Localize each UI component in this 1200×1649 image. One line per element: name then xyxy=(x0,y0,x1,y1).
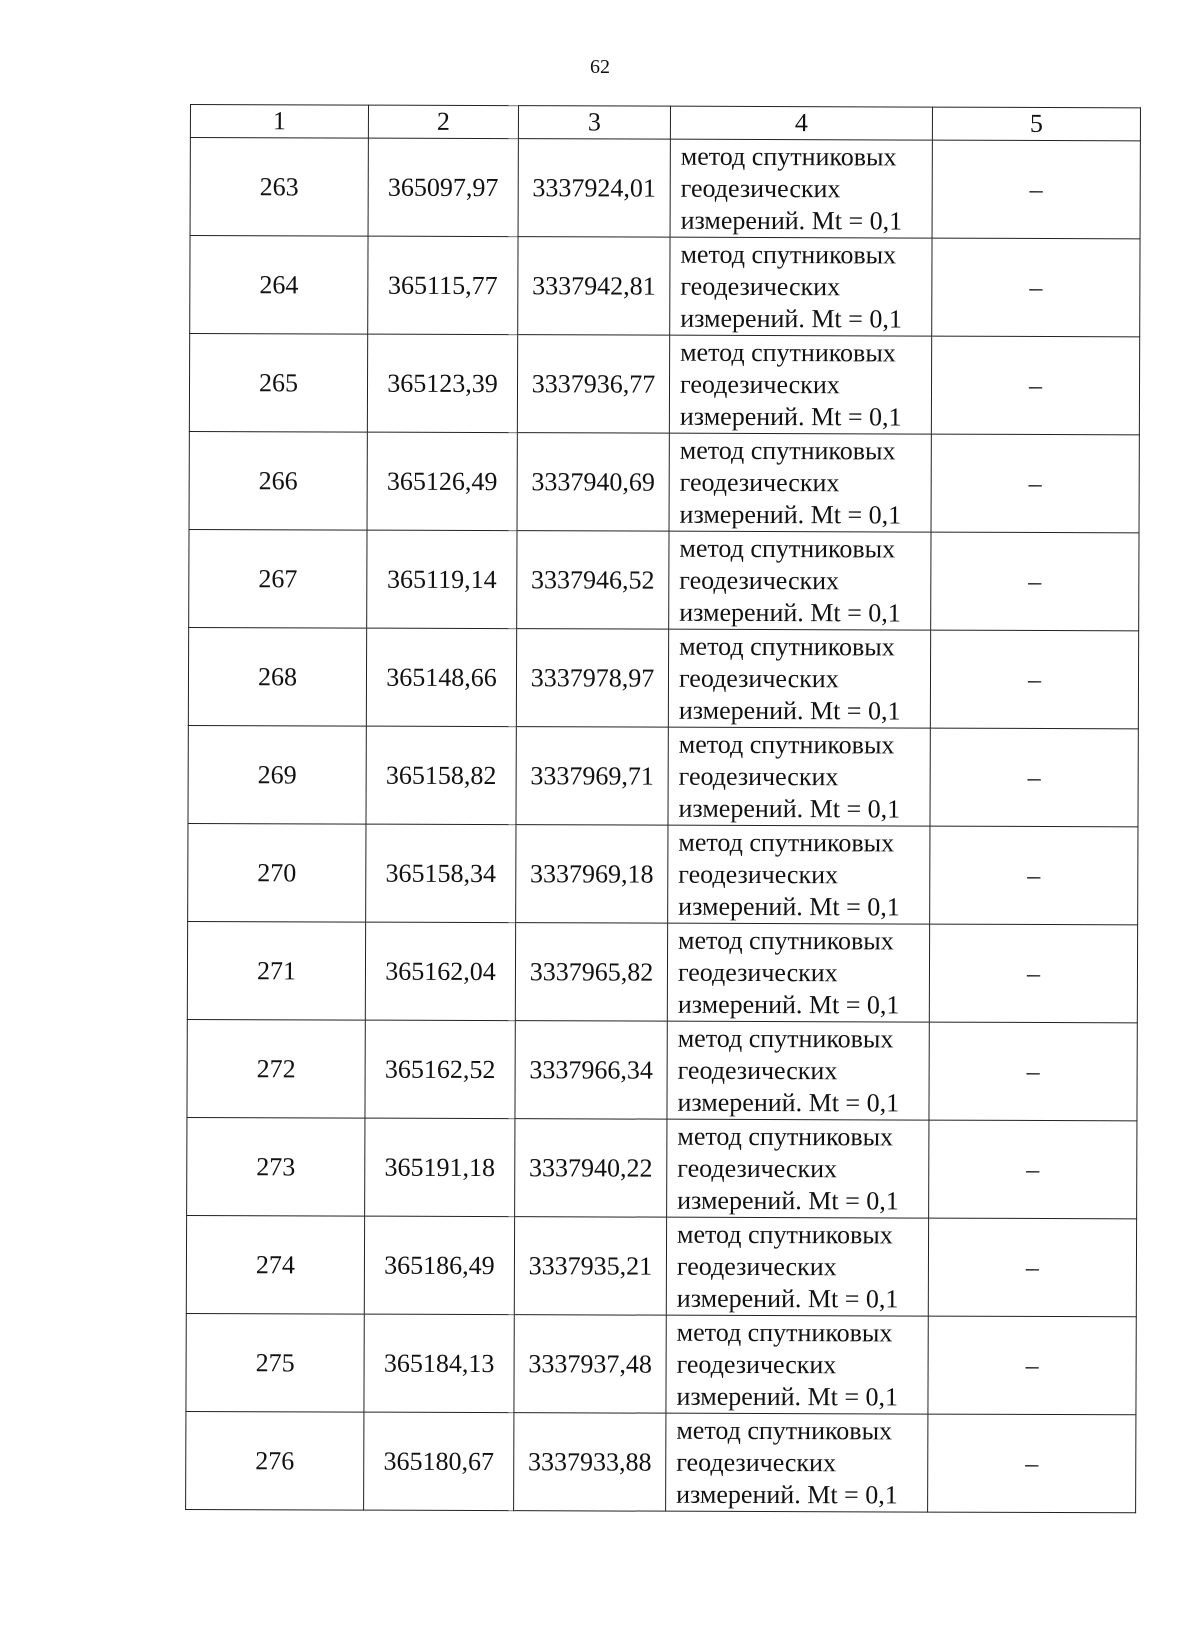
y-coordinate-cell: 3337946,52 xyxy=(517,531,669,630)
header-col-5: 5 xyxy=(932,107,1140,141)
y-coordinate-cell: 3337978,97 xyxy=(516,629,668,728)
method-cell xyxy=(669,433,931,532)
method-line: измерений. Mt = 0,1 xyxy=(678,891,900,921)
y-coordinate-cell: 3337936,77 xyxy=(517,335,669,434)
point-number-cell: 268 xyxy=(188,627,366,726)
table-row xyxy=(190,236,1140,337)
method-line: измерений. Mt = 0,1 xyxy=(678,695,901,725)
method-line: метод спутниковых xyxy=(680,141,897,171)
point-number-cell: 274 xyxy=(186,1215,364,1314)
method-line: геодезических xyxy=(678,761,839,791)
method-cell xyxy=(666,1217,928,1316)
method-line: геодезических xyxy=(677,1055,838,1085)
x-coordinate-cell: 365184,13 xyxy=(364,1314,514,1413)
x-coordinate-cell: 365126,49 xyxy=(367,432,517,531)
x-coordinate-cell: 365191,18 xyxy=(365,1118,515,1217)
method-cell xyxy=(670,237,932,336)
method-line: геодезических xyxy=(679,565,840,595)
x-coordinate-cell: 365162,04 xyxy=(365,922,515,1021)
method-line: метод спутниковых xyxy=(679,631,895,661)
x-coordinate-cell: 365180,67 xyxy=(364,1412,514,1511)
method-line: геодезических xyxy=(679,369,840,399)
method-line: метод спутниковых xyxy=(678,827,895,857)
point-number-cell: 265 xyxy=(189,334,367,433)
col5-cell: – xyxy=(930,826,1138,925)
point-number-cell: 272 xyxy=(187,1019,365,1118)
method-line: геодезических xyxy=(676,1251,837,1281)
y-coordinate-cell: 3337942,81 xyxy=(518,237,670,336)
table-row xyxy=(189,334,1139,435)
method-line: измерений. Mt = 0,1 xyxy=(677,1185,899,1215)
method-line: метод спутниковых xyxy=(678,729,895,759)
x-coordinate-cell: 365148,66 xyxy=(366,628,516,727)
table-row xyxy=(190,138,1140,239)
table-body xyxy=(186,138,1141,1513)
table-row xyxy=(189,529,1139,630)
col5-cell: – xyxy=(931,434,1139,533)
x-coordinate-cell: 365123,39 xyxy=(367,334,517,433)
method-line: геодезических xyxy=(678,859,839,889)
method-line: измерений. Mt = 0,1 xyxy=(679,597,901,627)
point-number-cell: 275 xyxy=(186,1313,364,1412)
method-line: геодезических xyxy=(677,957,838,987)
method-line: геодезических xyxy=(679,467,840,497)
col5-cell: – xyxy=(929,924,1137,1023)
table-row xyxy=(188,725,1138,826)
col5-cell: – xyxy=(931,532,1139,631)
method-cell xyxy=(666,1413,928,1512)
col5-cell: – xyxy=(931,336,1139,435)
y-coordinate-cell: 3337933,88 xyxy=(514,1413,666,1512)
x-coordinate-cell: 365158,82 xyxy=(366,726,516,825)
method-line: метод спутниковых xyxy=(677,1121,894,1151)
method-line: геодезических xyxy=(680,271,841,301)
point-number-cell: 273 xyxy=(187,1117,365,1216)
method-line: измерений. Mt = 0,1 xyxy=(678,793,901,823)
table-header xyxy=(190,105,1140,141)
method-cell xyxy=(669,335,931,434)
y-coordinate-cell: 3337969,71 xyxy=(516,727,668,826)
method-cell xyxy=(668,825,930,924)
method-line: метод спутниковых xyxy=(680,239,897,269)
method-cell xyxy=(668,727,930,826)
method-line: измерений. Mt = 0,1 xyxy=(679,401,902,431)
point-number-cell: 264 xyxy=(190,236,368,335)
x-coordinate-cell: 365158,34 xyxy=(366,824,516,923)
point-number-cell: 271 xyxy=(187,921,365,1020)
method-cell xyxy=(667,1021,929,1120)
col5-cell: – xyxy=(928,1218,1136,1317)
x-coordinate-cell: 365162,52 xyxy=(365,1020,515,1119)
x-coordinate-cell: 365186,49 xyxy=(364,1216,514,1315)
point-number-cell: 267 xyxy=(189,529,367,628)
table-row xyxy=(186,1411,1136,1512)
method-line: геодезических xyxy=(676,1349,837,1379)
header-col-1: 1 xyxy=(190,105,368,139)
method-line: геодезических xyxy=(677,1153,838,1183)
y-coordinate-cell: 3337965,82 xyxy=(515,923,667,1022)
table-row xyxy=(187,1117,1137,1218)
method-line: геодезических xyxy=(676,1447,837,1477)
y-coordinate-cell: 3337940,22 xyxy=(515,1119,667,1218)
col5-cell: – xyxy=(928,1316,1136,1415)
method-line: измерений. Mt = 0,1 xyxy=(677,989,900,1019)
method-cell xyxy=(666,1315,928,1414)
method-line: измерений. Mt = 0,1 xyxy=(680,303,902,333)
page-number: 62 xyxy=(590,56,610,78)
method-line: метод спутниковых xyxy=(679,533,896,563)
method-line: измерений. Mt = 0,1 xyxy=(680,205,903,235)
header-row xyxy=(190,105,1140,141)
col5-cell: – xyxy=(930,728,1138,827)
col5-cell: – xyxy=(928,1414,1136,1513)
header-col-4: 4 xyxy=(670,106,932,140)
point-number-cell: 269 xyxy=(188,725,366,824)
y-coordinate-cell: 3337966,34 xyxy=(515,1021,667,1120)
table-row xyxy=(188,627,1138,728)
col5-cell: – xyxy=(930,630,1138,729)
table-row xyxy=(187,921,1137,1022)
method-line: измерений. Mt = 0,1 xyxy=(676,1283,899,1313)
x-coordinate-cell: 365097,97 xyxy=(368,138,518,237)
method-cell xyxy=(667,1119,929,1218)
method-line: измерений. Mt = 0,1 xyxy=(679,499,902,529)
method-line: метод спутниковых xyxy=(677,1023,894,1053)
table-row xyxy=(186,1313,1136,1414)
table-row xyxy=(189,431,1139,532)
method-line: измерений. Mt = 0,1 xyxy=(676,1381,899,1411)
header-col-3: 3 xyxy=(518,106,670,140)
method-cell xyxy=(669,531,931,630)
method-line: метод спутниковых xyxy=(678,925,894,955)
point-number-cell: 270 xyxy=(188,823,366,922)
x-coordinate-cell: 365119,14 xyxy=(367,530,517,629)
method-cell xyxy=(670,139,932,238)
y-coordinate-cell: 3337969,18 xyxy=(516,825,668,924)
col5-cell: – xyxy=(929,1120,1137,1219)
method-line: геодезических xyxy=(678,663,839,693)
method-line: измерений. Mt = 0,1 xyxy=(677,1087,900,1117)
method-cell xyxy=(668,629,930,728)
y-coordinate-cell: 3337924,01 xyxy=(518,139,670,238)
method-line: метод спутниковых xyxy=(679,435,896,465)
col5-cell: – xyxy=(929,1022,1137,1121)
table-row xyxy=(186,1215,1136,1316)
x-coordinate-cell: 365115,77 xyxy=(368,236,518,335)
point-number-cell: 263 xyxy=(190,138,368,237)
header-col-2: 2 xyxy=(368,105,518,139)
table-row xyxy=(188,823,1138,924)
method-line: метод спутниковых xyxy=(677,1219,893,1249)
method-line: геодезических xyxy=(680,173,841,203)
method-line: измерений. Mt = 0,1 xyxy=(676,1479,898,1509)
method-cell xyxy=(667,923,929,1022)
table-row xyxy=(187,1019,1137,1120)
method-line: метод спутниковых xyxy=(680,337,896,367)
method-line: метод спутниковых xyxy=(676,1415,893,1445)
y-coordinate-cell: 3337937,48 xyxy=(514,1315,666,1414)
y-coordinate-cell: 3337940,69 xyxy=(517,433,669,532)
point-number-cell: 266 xyxy=(189,431,367,530)
col5-cell: – xyxy=(932,140,1140,239)
col5-cell: – xyxy=(932,238,1140,337)
y-coordinate-cell: 3337935,21 xyxy=(514,1217,666,1316)
coordinates-table xyxy=(185,104,1141,1513)
method-line: метод спутниковых xyxy=(676,1317,893,1347)
point-number-cell: 276 xyxy=(186,1411,364,1510)
